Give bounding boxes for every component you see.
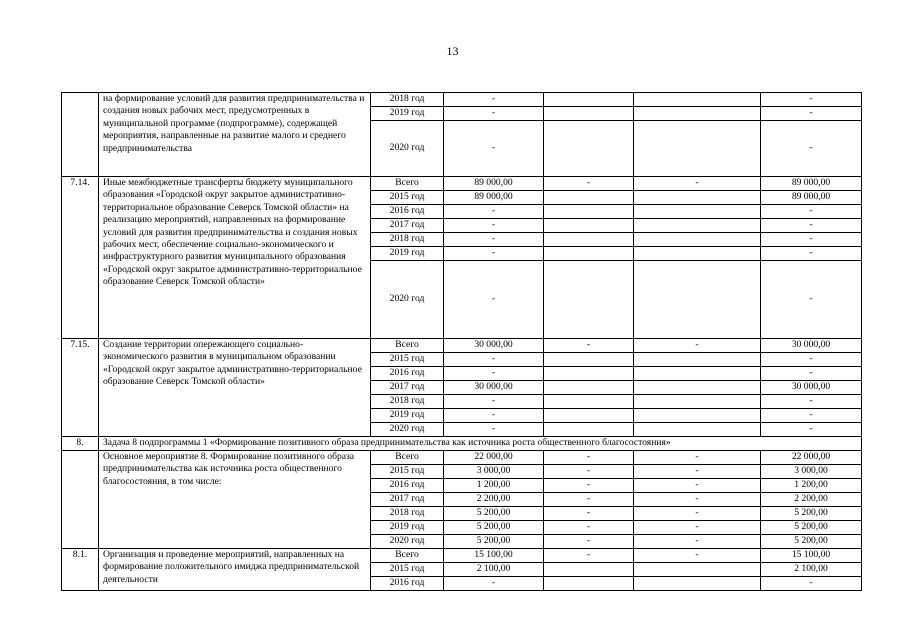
total-amount: 1 200,00: [444, 479, 544, 493]
item-description: Основное мероприятие 8. Формирование позитивного образа предпринимательства как источника роста общественного благосостояния, в том числе:: [99, 451, 371, 549]
item-number: 8.: [62, 437, 99, 451]
year-label: 2017 год: [371, 493, 444, 507]
amount-col-1: [544, 577, 634, 591]
total-amount: 30 000,00: [444, 339, 544, 353]
amount-col-3: 1 200,00: [761, 479, 862, 493]
table-row: [62, 93, 862, 107]
amount-col-2: [634, 247, 761, 261]
year-label: 2019 год: [371, 107, 444, 121]
amount-col-3: 2 100,00: [761, 563, 862, 577]
year-label: 2018 год: [371, 233, 444, 247]
total-amount: 5 200,00: [444, 521, 544, 535]
amount-col-2: -: [634, 451, 761, 465]
year-label: 2020 год: [371, 535, 444, 549]
amount-col-1: [544, 247, 634, 261]
amount-col-3: -: [761, 367, 862, 381]
total-amount: 5 200,00: [444, 535, 544, 549]
amount-col-3: 5 200,00: [761, 535, 862, 549]
amount-col-1: [544, 381, 634, 395]
amount-col-1: -: [544, 521, 634, 535]
amount-col-3: 30 000,00: [761, 339, 862, 353]
total-amount: 22 000,00: [444, 451, 544, 465]
budget-table: [61, 92, 862, 591]
amount-col-3: 3 000,00: [761, 465, 862, 479]
page-number: 13: [446, 44, 459, 58]
amount-col-2: [634, 367, 761, 381]
amount-col-1: -: [544, 493, 634, 507]
amount-col-1: [544, 191, 634, 205]
year-label: 2020 год: [371, 261, 444, 339]
amount-col-1: [544, 233, 634, 247]
amount-col-3: -: [761, 233, 862, 247]
amount-col-3: 89 000,00: [761, 191, 862, 205]
total-amount: 89 000,00: [444, 177, 544, 191]
amount-col-3: -: [761, 395, 862, 409]
task-row: [62, 437, 862, 451]
year-label: Всего: [371, 339, 444, 353]
total-amount: -: [444, 233, 544, 247]
amount-col-3: -: [761, 121, 862, 177]
year-label: 2015 год: [371, 465, 444, 479]
amount-col-3: -: [761, 247, 862, 261]
amount-col-3: 15 100,00: [761, 549, 862, 563]
total-amount: 5 200,00: [444, 507, 544, 521]
amount-col-1: [544, 409, 634, 423]
total-amount: 3 000,00: [444, 465, 544, 479]
amount-col-2: -: [634, 507, 761, 521]
amount-col-2: [634, 93, 761, 107]
amount-col-3: -: [761, 577, 862, 591]
budget-table-body: [62, 93, 862, 591]
amount-col-3: -: [761, 205, 862, 219]
amount-col-2: [634, 233, 761, 247]
total-amount: -: [444, 107, 544, 121]
year-label: 2020 год: [371, 121, 444, 177]
total-amount: -: [444, 367, 544, 381]
amount-col-1: [544, 423, 634, 437]
year-label: 2016 год: [371, 479, 444, 493]
amount-col-2: [634, 563, 761, 577]
amount-col-3: -: [761, 93, 862, 107]
table-row: [62, 177, 862, 191]
year-label: 2019 год: [371, 247, 444, 261]
year-label: 2016 год: [371, 205, 444, 219]
amount-col-3: 5 200,00: [761, 507, 862, 521]
amount-col-2: [634, 191, 761, 205]
amount-col-3: 30 000,00: [761, 381, 862, 395]
year-label: 2015 год: [371, 191, 444, 205]
total-amount: 2 200,00: [444, 493, 544, 507]
total-amount: -: [444, 121, 544, 177]
amount-col-2: -: [634, 535, 761, 549]
total-amount: -: [444, 205, 544, 219]
amount-col-1: [544, 395, 634, 409]
item-description: Создание территории опережающего социально-экономического развития в муниципальном образовании «Городской округ закрытое административно-территориальное образование Северск Томской области»: [99, 339, 371, 437]
item-number: [62, 451, 99, 549]
amount-col-2: -: [634, 493, 761, 507]
total-amount: -: [444, 395, 544, 409]
amount-col-2: [634, 353, 761, 367]
amount-col-3: -: [761, 261, 862, 339]
amount-col-1: [544, 563, 634, 577]
year-label: 2018 год: [371, 395, 444, 409]
table-row: [62, 549, 862, 563]
amount-col-1: -: [544, 535, 634, 549]
amount-col-2: [634, 107, 761, 121]
year-label: 2017 год: [371, 381, 444, 395]
year-label: 2015 год: [371, 563, 444, 577]
total-amount: 89 000,00: [444, 191, 544, 205]
year-label: Всего: [371, 549, 444, 563]
amount-col-2: -: [634, 549, 761, 563]
total-amount: -: [444, 261, 544, 339]
item-description: Иные межбюджетные трансферты бюджету муниципального образования «Городской округ закрытое административно-территориальное образование Северск Томской области» на реализацию мероприятий, направленных на формирование условий для развития предпринимательства и создания новых рабочих мест, обеспечение социально-экономического и инфраструктурного развития муниципального образования «Городской округ закрытое административно-территориальное образование Северск Томской области»: [99, 177, 371, 339]
total-amount: -: [444, 577, 544, 591]
year-label: 2017 год: [371, 219, 444, 233]
year-label: 2016 год: [371, 577, 444, 591]
amount-col-2: -: [634, 521, 761, 535]
amount-col-1: [544, 367, 634, 381]
amount-col-1: [544, 353, 634, 367]
amount-col-3: -: [761, 107, 862, 121]
amount-col-3: -: [761, 353, 862, 367]
amount-col-2: [634, 409, 761, 423]
amount-col-2: -: [634, 479, 761, 493]
amount-col-2: [634, 423, 761, 437]
item-number: 7.14.: [62, 177, 99, 339]
amount-col-1: [544, 205, 634, 219]
amount-col-1: -: [544, 465, 634, 479]
amount-col-1: [544, 219, 634, 233]
amount-col-2: [634, 121, 761, 177]
amount-col-2: [634, 261, 761, 339]
amount-col-1: [544, 121, 634, 177]
year-label: 2015 год: [371, 353, 444, 367]
item-number: 8.1.: [62, 549, 99, 591]
amount-col-1: [544, 261, 634, 339]
task-title: Задача 8 подпрограммы 1 «Формирование позитивного образа предпринимательства как источника роста общественного благосостояния»: [99, 437, 862, 451]
amount-col-2: [634, 205, 761, 219]
amount-col-3: 2 200,00: [761, 493, 862, 507]
year-label: 2019 год: [371, 409, 444, 423]
amount-col-3: -: [761, 409, 862, 423]
amount-col-1: -: [544, 507, 634, 521]
amount-col-2: [634, 395, 761, 409]
total-amount: 30 000,00: [444, 381, 544, 395]
amount-col-1: -: [544, 549, 634, 563]
total-amount: -: [444, 353, 544, 367]
total-amount: -: [444, 423, 544, 437]
table-row: [62, 451, 862, 465]
item-number: 7.15.: [62, 339, 99, 437]
amount-col-3: -: [761, 219, 862, 233]
amount-col-1: -: [544, 479, 634, 493]
year-label: 2018 год: [371, 507, 444, 521]
amount-col-1: -: [544, 451, 634, 465]
amount-col-2: -: [634, 177, 761, 191]
total-amount: 15 100,00: [444, 549, 544, 563]
amount-col-2: [634, 381, 761, 395]
item-number: [62, 93, 99, 177]
amount-col-3: 89 000,00: [761, 177, 862, 191]
amount-col-2: -: [634, 465, 761, 479]
item-description: Организация и проведение мероприятий, направленных на формирование положительного имиджа предпринимательской деятельности: [99, 549, 371, 591]
year-label: 2020 год: [371, 423, 444, 437]
amount-col-1: [544, 93, 634, 107]
total-amount: -: [444, 409, 544, 423]
total-amount: 2 100,00: [444, 563, 544, 577]
amount-col-3: 5 200,00: [761, 521, 862, 535]
amount-col-3: -: [761, 423, 862, 437]
year-label: 2016 год: [371, 367, 444, 381]
amount-col-1: -: [544, 339, 634, 353]
table-row: [62, 339, 862, 353]
total-amount: -: [444, 219, 544, 233]
year-label: Всего: [371, 177, 444, 191]
total-amount: -: [444, 93, 544, 107]
year-label: 2019 год: [371, 521, 444, 535]
amount-col-2: [634, 577, 761, 591]
amount-col-1: [544, 107, 634, 121]
total-amount: -: [444, 247, 544, 261]
item-description: на формирование условий для развития предпринимательства и создания новых рабочих мест, предусмотренных в муниципальной программе (подпрограмме), содержащей мероприятия, направленные на развитие малого и среднего предпринимательства: [99, 93, 371, 177]
amount-col-1: -: [544, 177, 634, 191]
amount-col-2: -: [634, 339, 761, 353]
amount-col-3: 22 000,00: [761, 451, 862, 465]
amount-col-2: [634, 219, 761, 233]
year-label: 2018 год: [371, 93, 444, 107]
year-label: Всего: [371, 451, 444, 465]
